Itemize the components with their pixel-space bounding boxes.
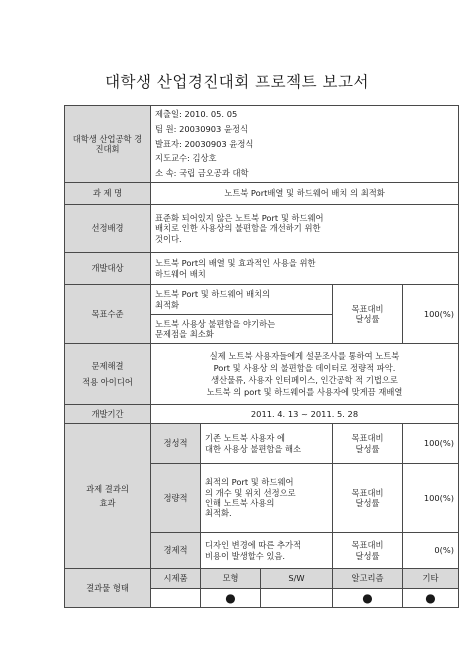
output-header-model: 모형 xyxy=(201,569,261,589)
target-row xyxy=(65,253,459,285)
team-member: 팀 원: 20030903 윤정식 xyxy=(155,123,249,134)
period-row xyxy=(65,405,459,424)
goal-item-2: 노트북 사용상 불편함을 야기하는 문제점을 최소화 xyxy=(151,315,333,344)
goal-item-1: 노트북 Port 및 하드웨어 배치의 최적화 xyxy=(151,285,333,315)
output-header-sw: S/W xyxy=(261,569,333,589)
result-text-qualitative: 기존 노트북 사용자 에 대한 사용상 불편함을 해소 xyxy=(201,424,333,464)
solution-label: 문제해결 적용 아이디어 xyxy=(65,344,151,405)
output-header-row xyxy=(65,569,459,589)
output-mark-sw xyxy=(261,589,333,608)
output-mark-algorithm: ● xyxy=(333,589,403,608)
result-rate-label-qualitative: 목표대비 달성률 xyxy=(333,424,403,464)
solution-row xyxy=(65,344,459,405)
org-row xyxy=(65,106,459,183)
goal-row-1 xyxy=(65,285,459,315)
result-rate-economic: 0(%) xyxy=(403,533,459,569)
org-label: 대학생 산업공학 경진대회 xyxy=(65,106,151,183)
goal-rate-label: 목표대비 달성률 xyxy=(333,285,403,344)
presenter: 발표자: 20030903 윤정식 xyxy=(155,138,254,149)
result-text-quantitative: 최적의 Port 및 하드웨어 의 개수 및 위치 선정으로 인해 노트북 사용의 최적화. xyxy=(201,464,333,533)
result-rate-label-economic: 목표대비 달성률 xyxy=(333,533,403,569)
result-type-economic: 경제적 xyxy=(151,533,201,569)
result-rate-quantitative: 100(%) xyxy=(403,464,459,533)
output-header-other: 기타 xyxy=(403,569,459,589)
goal-label: 목표수준 xyxy=(65,285,151,344)
output-header-algorithm: 알고리즘 xyxy=(333,569,403,589)
org-info xyxy=(151,106,459,183)
report-title: 대학생 산업경진대회 프로젝트 보고서 xyxy=(105,73,369,91)
affiliation: 소 속: 국립 금오공과 대학 xyxy=(155,168,249,179)
submit-date: 제출일: 2010. 05. 05 xyxy=(155,109,238,119)
result-text-economic: 디자인 변경에 따른 추가적 비용이 발생할수 있음. xyxy=(201,533,333,569)
output-mark-other: ● xyxy=(403,589,459,608)
subject-label: 과 제 명 xyxy=(65,183,151,205)
output-mark-model: ● xyxy=(201,589,261,608)
results-label: 과제 결과의 효과 xyxy=(65,424,151,569)
goal-rate-value: 100(%) xyxy=(403,285,459,344)
background-label: 선정배경 xyxy=(65,205,151,253)
target-label: 개발대상 xyxy=(65,253,151,285)
subject-row xyxy=(65,183,459,205)
result-type-qualitative: 정성적 xyxy=(151,424,201,464)
result-type-quantitative: 정량적 xyxy=(151,464,201,533)
period-label: 개발기간 xyxy=(65,405,151,424)
result-rate-qualitative: 100(%) xyxy=(403,424,459,464)
target-text: 노트북 Port의 배열 및 효과적인 사용을 위한 하드웨어 배치 xyxy=(151,253,459,285)
result-row-qualitative xyxy=(65,424,459,464)
output-mark-prototype xyxy=(151,589,201,608)
report-table xyxy=(64,105,459,608)
period-value: 2011. 4. 13 ~ 2011. 5. 28 xyxy=(151,405,459,424)
background-text: 표준화 되어있지 않은 노트북 Port 및 하드웨어 배치로 인한 사용상의 불편함을 개선하기 위한 것이다. xyxy=(151,205,459,253)
result-rate-label-quantitative: 목표대비 달성률 xyxy=(333,464,403,533)
output-header-prototype: 시제품 xyxy=(151,569,201,589)
output-form-label: 결과물 형태 xyxy=(65,569,151,608)
subject-value: 노트북 Port배열 및 하드웨어 배치 의 최적화 xyxy=(151,183,459,205)
background-row xyxy=(65,205,459,253)
advisor: 지도교수: 김상호 xyxy=(155,153,217,164)
solution-text: 실제 노트북 사용자들에게 설문조사를 통하여 노트북 Port 및 사용상 의 불편함을 데이터로 정량적 파악. 생산물류, 사용자 인터페이스, 인간공학 적 기법으로 노트북 의 port 및 하드웨어를 사용자에 맞게끔 재배열 xyxy=(151,344,459,405)
